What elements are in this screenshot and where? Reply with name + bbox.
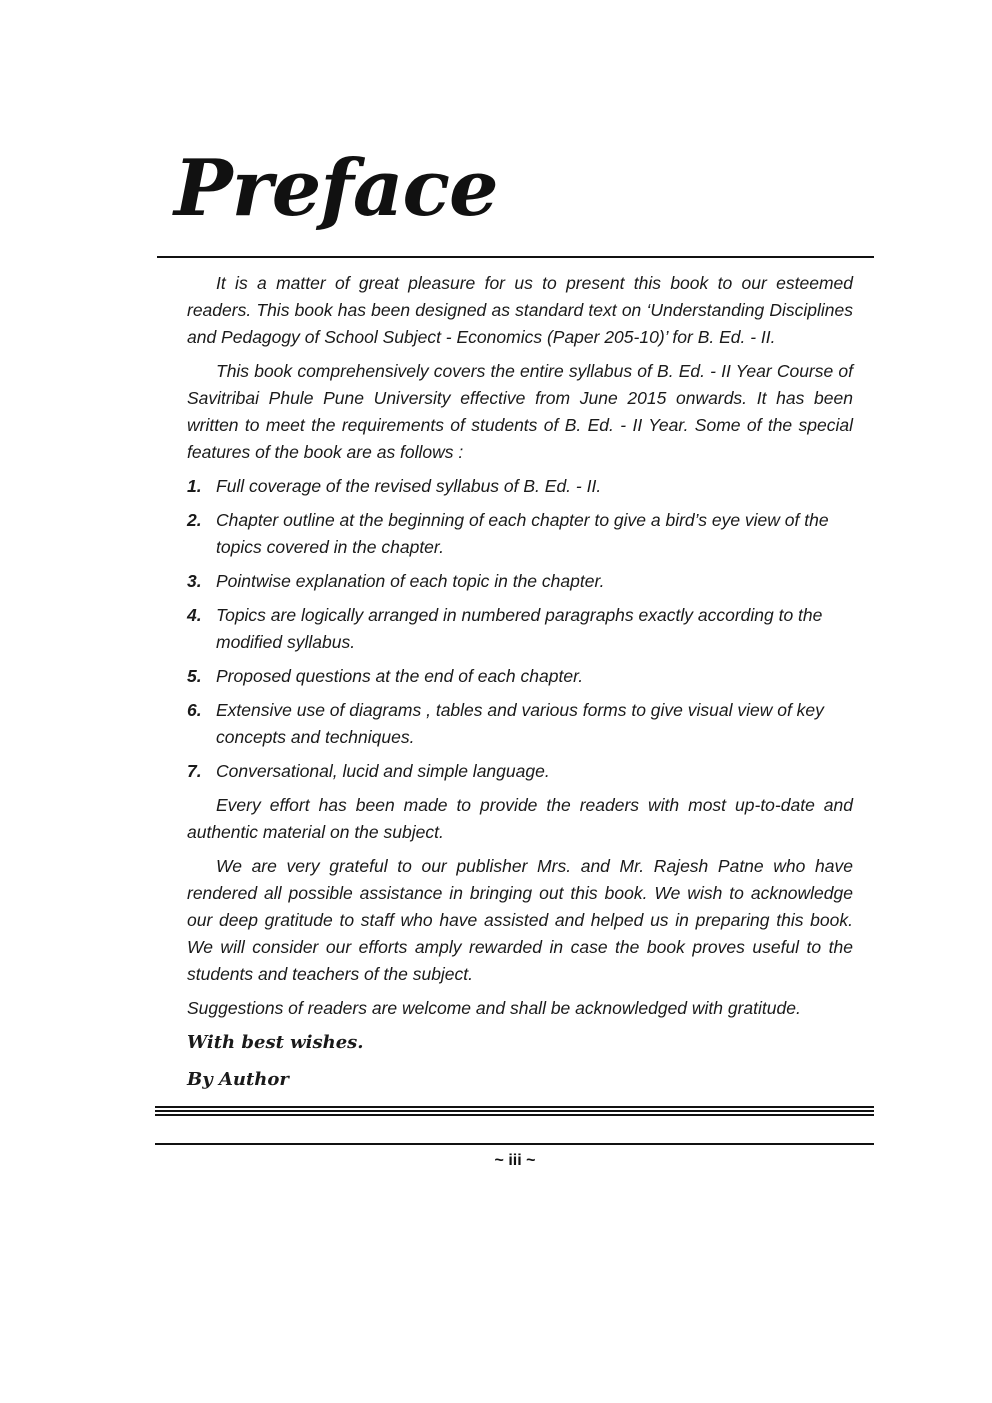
feature-text: Topics are logically arranged in numbered paragraphs exactly according to the modified syllabus. [216, 605, 823, 652]
feature-number: 4. [187, 605, 202, 625]
intro-paragraph-2: This book comprehensively covers the entire syllabus of B. Ed. - II Year Course of Savitribai Phule Pune University effective from June 2015 onwards. It has been written to meet the requirements of students of B. Ed. - II Year. Some of the special features of the book are as follows : [187, 361, 853, 462]
feature-item-1 [187, 473, 853, 500]
closing-divider [155, 1106, 874, 1116]
feature-item-3 [187, 568, 853, 595]
feature-text: Full coverage of the revised syllabus of B. Ed. - II. [216, 476, 602, 496]
feature-item-7 [187, 758, 853, 785]
feature-item-6 [187, 697, 853, 751]
closing-paragraph-2: We are very grateful to our publisher Mrs. and Mr. Rajesh Patne who have rendered all possible assistance in bringing out this book. We wish to acknowledge our deep gratitude to staff who have assisted and helped us in preparing this book. We will consider our efforts amply rewarded in case the book proves useful to the students and teachers of the subject. [187, 856, 853, 984]
intro-paragraph-1: It is a matter of great pleasure for us to present this book to our esteemed readers. This book has been designed as standard text on ‘Understanding Disciplines and Pedagogy of School Subject - Economics (Paper 205-10)’ for B. Ed. - II. [187, 273, 853, 347]
author-signature: By Author [187, 1069, 289, 1090]
suggestions-line: Suggestions of readers are welcome and shall be acknowledged with gratitude. [187, 998, 801, 1018]
feature-text: Chapter outline at the beginning of each chapter to give a bird’s eye view of the topics covered in the chapter. [216, 510, 829, 557]
features-list [187, 473, 853, 785]
page-title: Preface [174, 143, 498, 234]
feature-number: 3. [187, 571, 202, 591]
feature-number: 1. [187, 476, 202, 496]
feature-text: Conversational, lucid and simple language. [216, 761, 550, 781]
title-divider [157, 256, 874, 258]
feature-item-4 [187, 602, 853, 656]
feature-text: Proposed questions at the end of each chapter. [216, 666, 584, 686]
feature-item-5 [187, 663, 853, 690]
preface-body [187, 270, 853, 1103]
feature-number: 6. [187, 700, 202, 720]
feature-item-2 [187, 507, 853, 561]
footer-divider [155, 1143, 874, 1145]
best-wishes: With best wishes. [187, 1032, 364, 1053]
page-number: ~ iii ~ [494, 1152, 536, 1169]
feature-number: 7. [187, 761, 202, 781]
feature-text: Extensive use of diagrams , tables and various forms to give visual view of key concepts and techniques. [216, 700, 824, 747]
feature-number: 2. [187, 510, 202, 530]
feature-number: 5. [187, 666, 202, 686]
feature-text: Pointwise explanation of each topic in the chapter. [216, 571, 605, 591]
closing-paragraph-1: Every effort has been made to provide the readers with most up-to-date and authentic material on the subject. [187, 795, 853, 842]
